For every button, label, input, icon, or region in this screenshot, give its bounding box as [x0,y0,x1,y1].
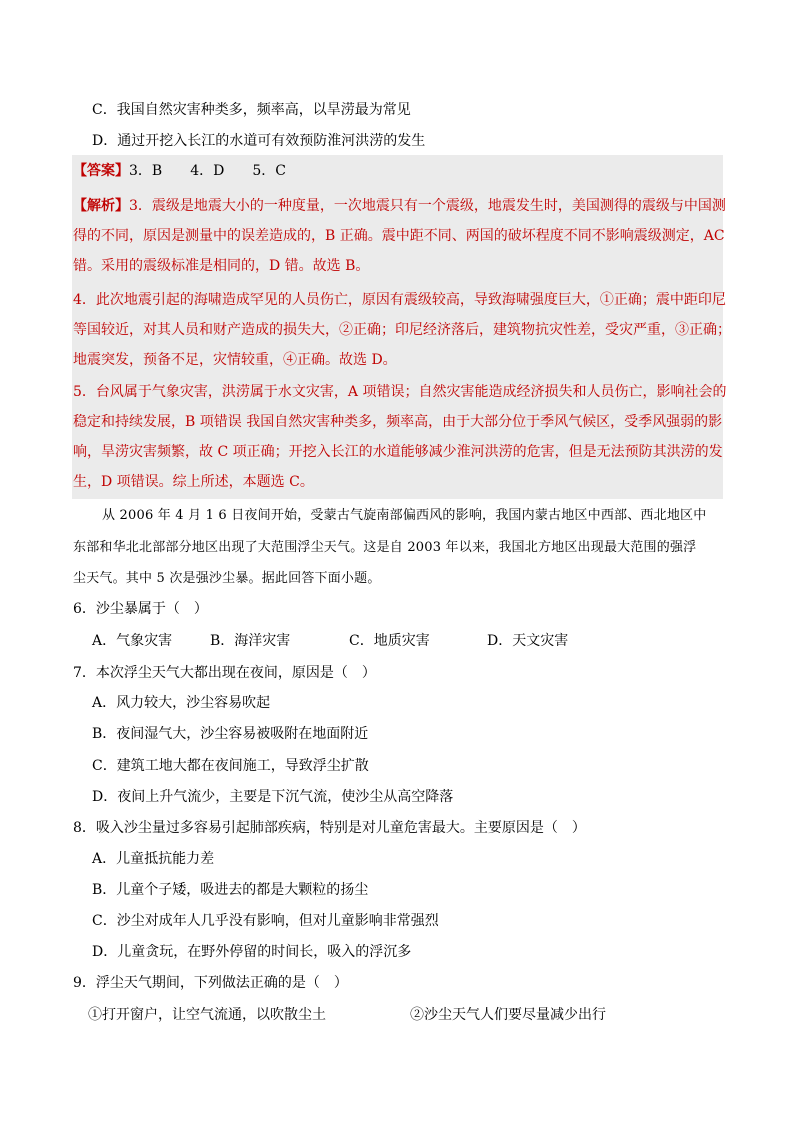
passage-line-3: 尘天气。其中 5 次是强沙尘暴。据此回答下面小题。 [73,571,381,586]
q8-option-a: A．儿童抵抗能力差 [92,851,215,867]
analysis-q5-line-1: 5．台风属于气象灾害，洪涝属于水文灾害，A 项错误；自然灾害能造成经济损失和人员伤亡，影响社会的 [73,384,727,400]
answer-text: 3．B 4．D 5．C [129,163,286,179]
passage-line-2: 东部和华北北部部分地区出现了大范围浮尘天气。这是自 2003 年以来，我国北方地区出现最大范围的强浮 [73,540,697,555]
q8-stem: 8．吸入沙尘量过多容易引起肺部疾病，特别是对儿童危害最大。主要原因是（ ） [73,820,586,836]
q2-option-d: D．通过开挖入长江的水道可有效预防淮河洪涝的发生 [92,133,426,149]
analysis-q5-line-2: 稳定和持续发展，B 项错误 我国自然灾害种类多，频率高，由于大部分位于季风气候区，受季风强弱的影 [73,414,723,430]
analysis-label: 【解析】 [73,198,129,214]
q7-stem: 7．本次浮尘天气大都出现在夜间，原因是（ ） [73,665,376,681]
q6-option-b: B．海洋灾害 [210,633,291,649]
analysis-q4-line-2: 等国较近，对其人员和财产造成的损失大，②正确；印尼经济落后，建筑物抗灾性差，受灾严重，③正确； [73,322,731,338]
analysis-q4-line-1: 4．此次地震引起的海啸造成罕见的人员伤亡，原因有震级较高，导致海啸强度巨大，①正确；震中距印尼 [73,292,726,308]
analysis-q3-line-2: 得的不同，原因是测量中的误差造成的，B 正确。震中距不同、两国的破坏程度不同不影响震级测定，AC [73,228,725,244]
q2-option-c: C．我国自然灾害种类多，频率高，以旱涝最为常见 [92,102,411,118]
passage-line-1: 从 2006 年 4 月 1 6 日夜间开始，受蒙古气旋南部偏西风的影响，我国内蒙古地区中西部、西北地区中 [102,508,707,523]
analysis-q5-line-4: 生，D 项错误。综上所述，本题选 C。 [73,474,314,490]
q7-option-b: B．夜间湿气大，沙尘容易被吸附在地面附近 [92,726,369,742]
q8-option-d: D．儿童贪玩，在野外停留的时间长，吸入的浮沉多 [92,944,412,960]
q6-option-d: D．天文灾害 [487,633,569,649]
q7-option-d: D．夜间上升气流少，主要是下沉气流，使沙尘从高空降落 [92,789,454,805]
analysis-q3-line-3: 错。采用的震级标准是相同的，D 错。故选 B。 [73,258,370,274]
q9-item-2: ②沙尘天气人们要尽量减少出行 [410,1007,606,1023]
answer-label: 【答案】 [73,163,129,179]
analysis-q4-line-3: 地震突发，预备不足，灾情较重，④正确。故选 D。 [73,352,397,368]
q6-stem: 6．沙尘暴属于（ ） [73,601,208,617]
q7-option-a: A．风力较大，沙尘容易吹起 [92,695,271,711]
analysis-q5-line-3: 响，旱涝灾害频繁，故 C 项正确；开挖入长江的水道能够减少淮河洪涝的危害，但是无法预防其洪涝的发 [73,444,723,460]
q8-option-c: C．沙尘对成年人几乎没有影响，但对儿童影响非常强烈 [92,913,439,929]
q6-option-a: A．气象灾害 [92,633,173,649]
q9-item-1: ①打开窗户，让空气流通，以吹散尘土 [88,1007,326,1023]
q9-stem: 9．浮尘天气期间，下列做法正确的是（ ） [73,975,348,991]
q8-option-b: B．儿童个子矮，吸进去的都是大颗粒的扬尘 [92,882,369,898]
answer-line [73,161,286,181]
analysis-q3-line-1: 【解析】3．震级是地震大小的一种度量，一次地震只有一个震级，地震发生时，美国测得的震级与中国测 [73,198,726,214]
q7-option-c: C．建筑工地大都在夜间施工，导致浮尘扩散 [92,758,369,774]
q6-option-c: C．地质灾害 [349,633,430,649]
